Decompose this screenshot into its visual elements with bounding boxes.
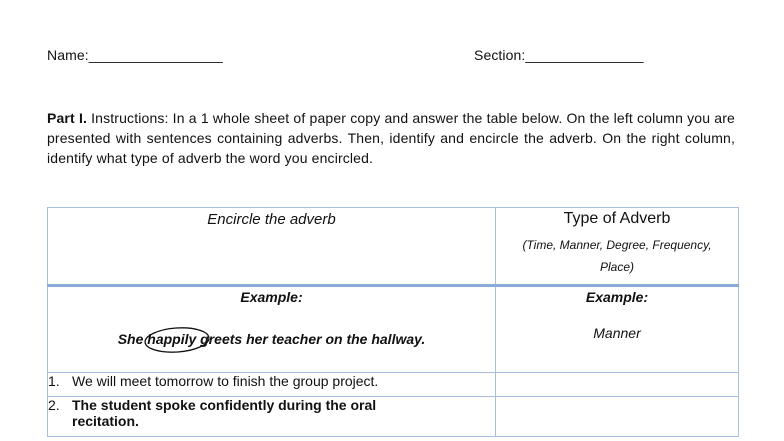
column-subheader-types: (Time, Manner, Degree, Frequency, Place): [522, 238, 712, 274]
item-2-cell: [48, 397, 496, 437]
circle-mark: [141, 325, 213, 355]
column-header-encircle: Encircle the adverb: [207, 211, 336, 228]
header-cell-right: [496, 208, 739, 286]
name-field: [47, 47, 223, 63]
instructions-paragraph: [47, 108, 735, 168]
header-cell-left: [48, 208, 496, 286]
section-label: Section:: [474, 47, 526, 63]
example-answer: Manner: [593, 325, 641, 341]
item-2-number: 2.: [48, 397, 60, 413]
item-1-number: 1.: [48, 373, 60, 389]
item-1-cell: [48, 373, 496, 397]
example-label-right: Example:: [585, 289, 649, 305]
example-row: [48, 286, 739, 373]
part-label: Part I.: [47, 110, 88, 126]
section-field: [474, 47, 644, 63]
instructions-text: Instructions: In a 1 whole sheet of paper copy and answer the table below. On the left column you are presented with sentences containing adverbs. Then, identify and encircle the adverb. On the right column, identify what type of adverb the word you encircled.: [47, 110, 735, 166]
example-sentence: [48, 331, 495, 347]
item-1-answer-cell: [496, 373, 739, 397]
item-1-sentence: We will meet tomorrow to finish the group project.: [72, 373, 379, 389]
adverb-worksheet-table: [47, 207, 739, 437]
example-cell-left: [48, 286, 496, 373]
example-sentence-end: greets her teacher on the hallway.: [196, 331, 426, 347]
name-label: Name:: [47, 47, 89, 63]
table-row: [48, 397, 739, 437]
circled-adverb: [147, 331, 196, 347]
example-adverb: happily: [147, 331, 197, 347]
example-sentence-start: She: [117, 331, 148, 347]
item-2-answer-cell: [496, 397, 739, 437]
example-cell-right: [496, 286, 739, 373]
name-blank: _________________: [88, 47, 223, 63]
section-blank: _______________: [525, 47, 644, 63]
example-label-left: Example:: [240, 289, 303, 305]
table-header-row: [48, 208, 739, 286]
column-header-type: Type of Adverb: [563, 210, 671, 227]
item-2-sentence: The student spoke confidently during the oral recitation.: [72, 397, 377, 429]
table-row: [48, 373, 739, 397]
